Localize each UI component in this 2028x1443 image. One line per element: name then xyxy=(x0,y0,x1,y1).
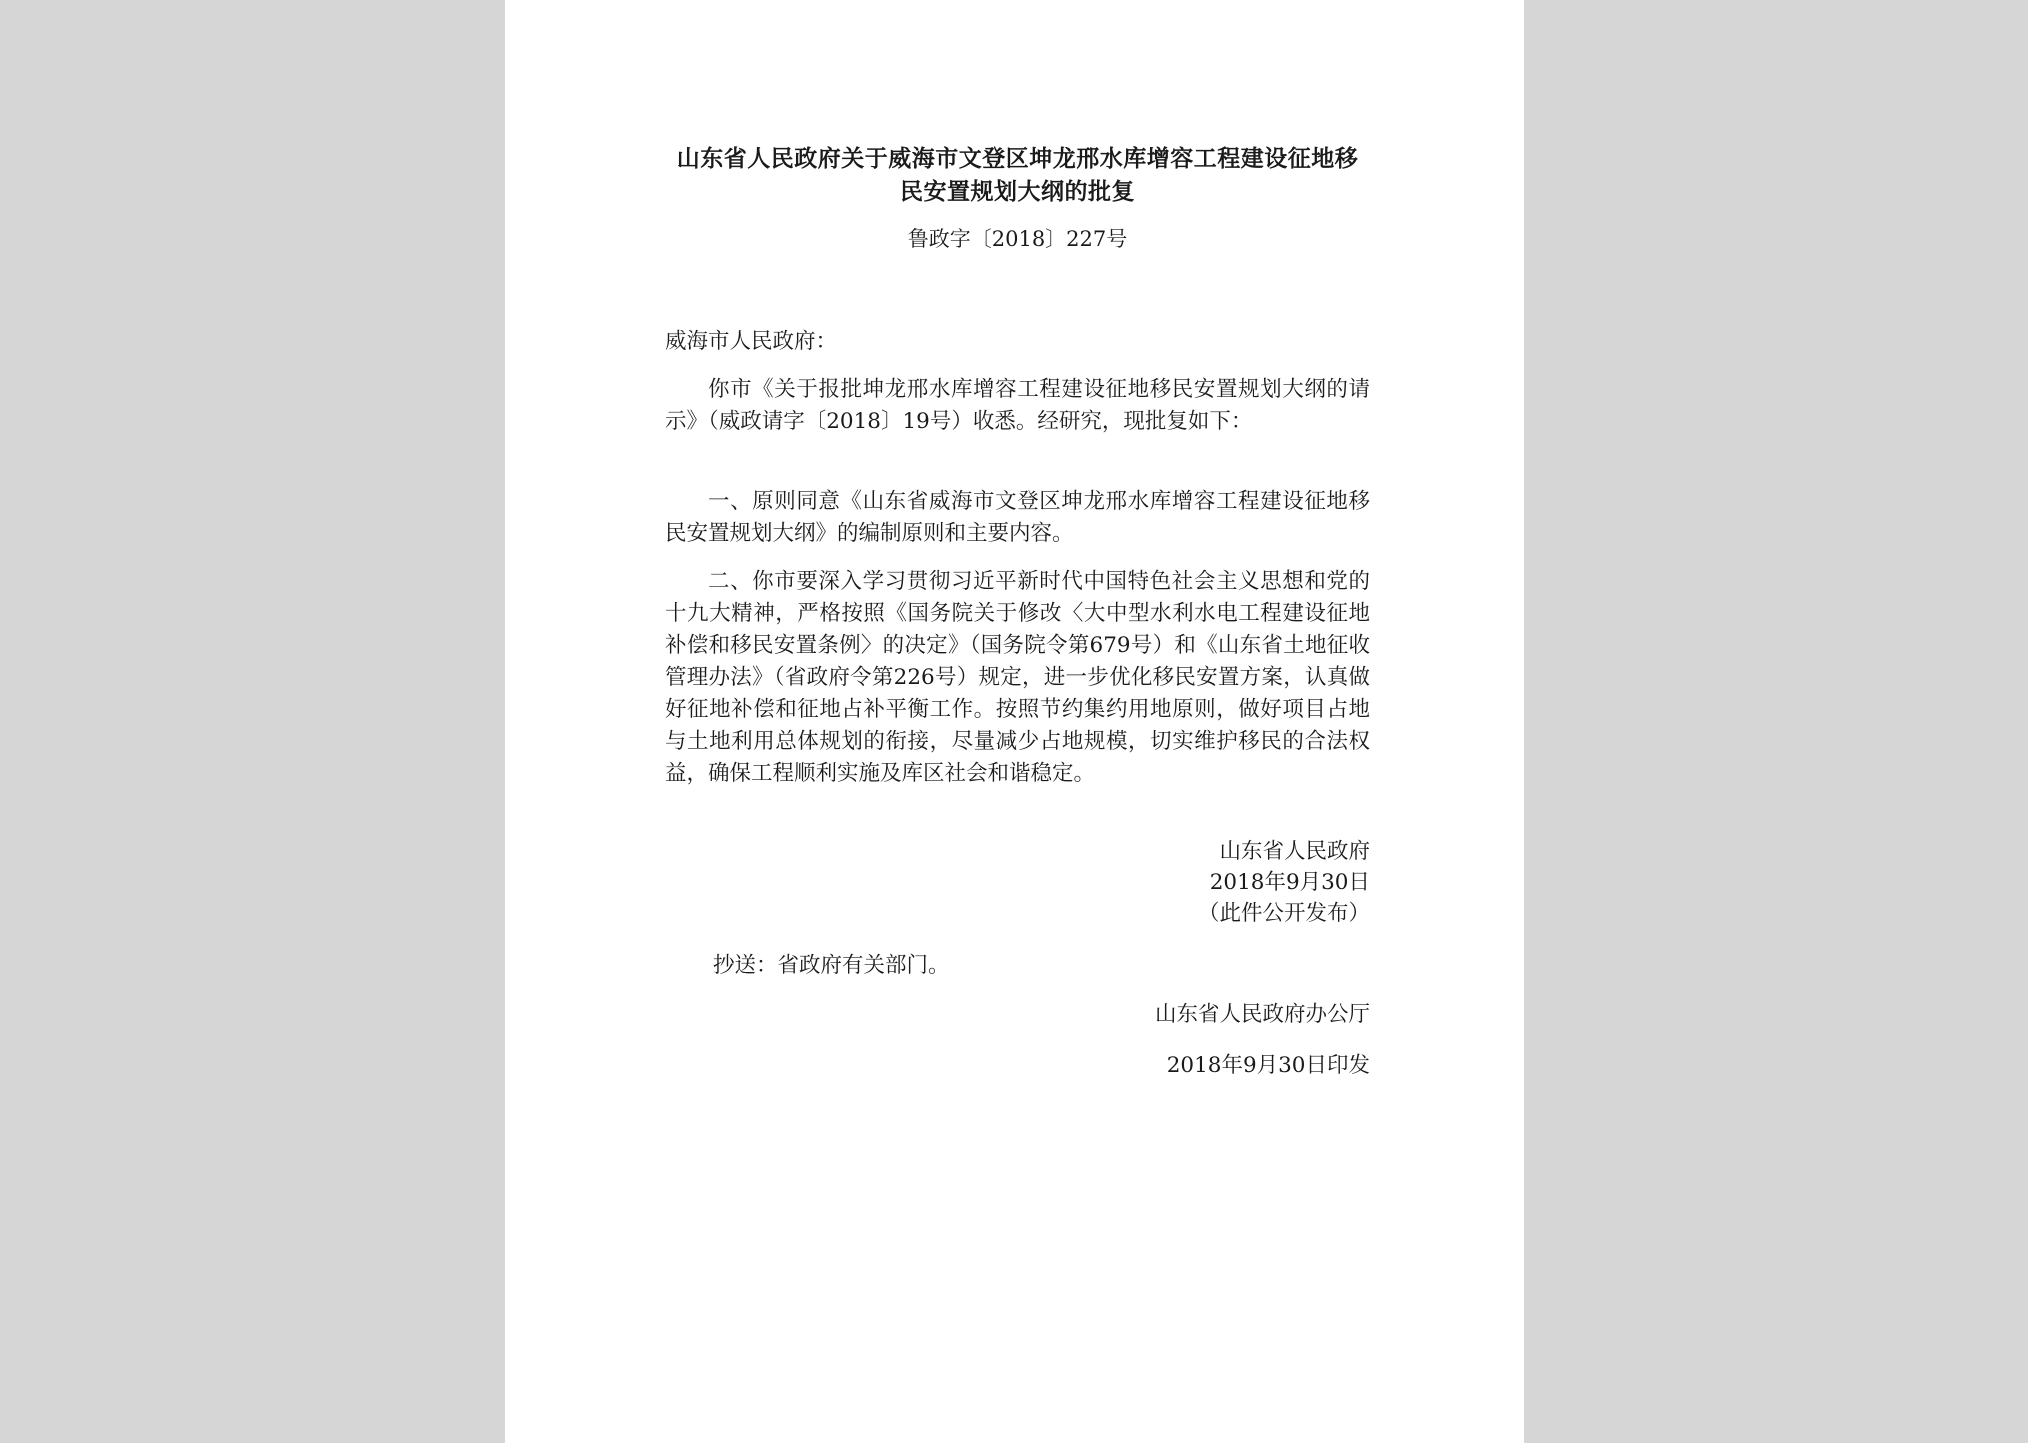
document-page xyxy=(505,0,1524,1443)
paragraph-item-2: 二、你市要深入学习贯彻习近平新时代中国特色社会主义思想和党的十九大精神，严格按照《国务院关于修改〈大中型水利水电工程建设征地补偿和移民安置条例〉的决定》（国务院令第679号）和《山东省土地征收管理办法》（省政府令第226号）规定，进一步优化移民安置方案，认真做好征地补偿和征地占补平衡工作。按照节约集约用地原则，做好项目占地与土地利用总体规划的衔接，尽量减少占地规模，切实维护移民的合法权益，确保工程顺利实施及库区社会和谐稳定。 xyxy=(665,569,1370,786)
paragraph-intro: 你市《关于报批坤龙邢水库增容工程建设征地移民安置规划大纲的请示》（威政请字〔2018〕19号）收悉。经研究，现批复如下： xyxy=(665,377,1370,434)
title-line-2: 民安置规划大纲的批复 xyxy=(900,178,1135,205)
recipient: 威海市人民政府： xyxy=(665,329,838,354)
paragraph-item-1: 一、原则同意《山东省威海市文登区坤龙邢水库增容工程建设征地移民安置规划大纲》的编制原则和主要内容。 xyxy=(665,489,1370,546)
document-title xyxy=(665,142,1370,208)
document-number: 鲁政字〔2018〕227号 xyxy=(907,227,1128,251)
signature-date: 2018年9月30日 xyxy=(1209,870,1370,895)
signature-block xyxy=(1198,836,1370,929)
print-date: 2018年9月30日印发 xyxy=(1166,1053,1370,1078)
signature-issuer: 山东省人民政府 xyxy=(1219,839,1370,864)
issuing-office: 山东省人民政府办公厅 xyxy=(1154,1002,1370,1027)
publication-note: （此件公开发布） xyxy=(1197,901,1370,926)
title-line-1: 山东省人民政府关于威海市文登区坤龙邢水库增容工程建设征地移 xyxy=(676,145,1359,172)
cc-line: 抄送：省政府有关部门。 xyxy=(713,953,950,978)
